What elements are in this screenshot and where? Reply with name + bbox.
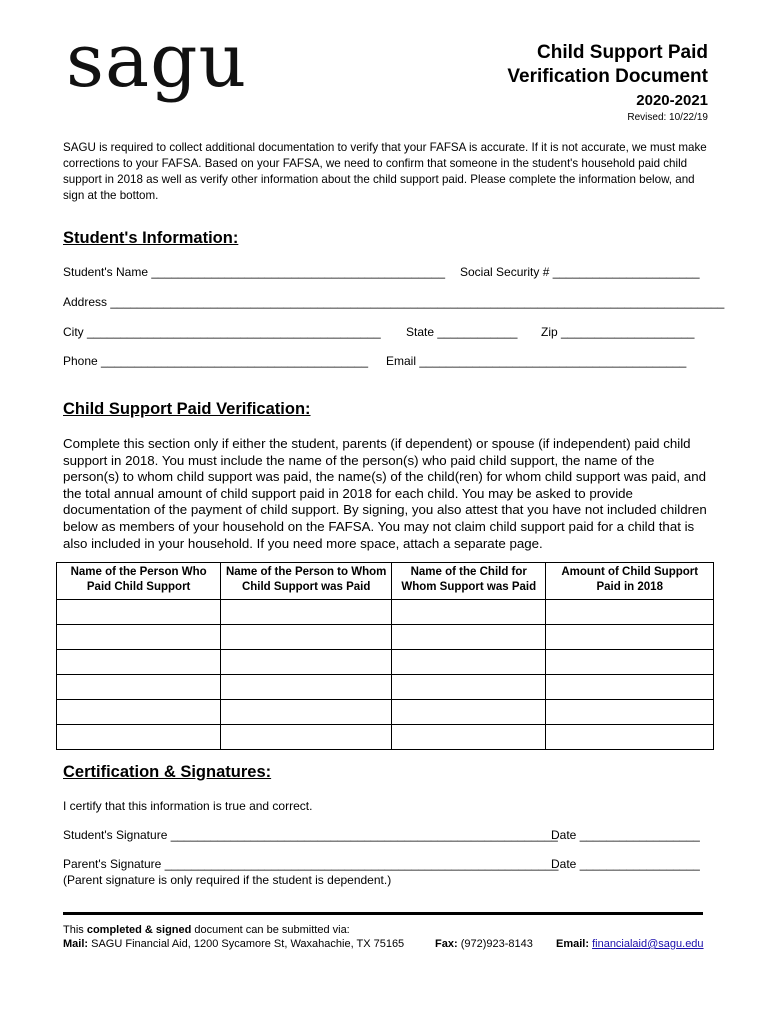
verification-paragraph: Complete this section only if either the student, parents (if dependent) or spouse (if independent) paid child support in 2018. You must include the name of the person(s) who paid child support, the name of the person(s) to whom child support was paid, the name(s) of the child(ren) for whom child support was paid, and the total annual amount of child support paid in 2018 for each child. You may be asked to provide documentation of the payment of child support. By signing, you also attest that you have not included children below as members of your household on the FAFSA. You may not claim child support paid for a child that is also included in your household. If you need more space, attach a separate page. [63,436,707,551]
document-title-line1: Child Support Paid [537,42,708,63]
table-row [57,700,714,725]
parent-date-label: Date [551,857,577,871]
sagu-logo: sagu [66,18,248,104]
column-header-payer: Name of the Person Who Paid Child Support [57,563,221,600]
table-cell[interactable] [221,675,392,700]
table-cell[interactable] [546,650,714,675]
table-cell[interactable] [221,600,392,625]
email-label: Email [386,354,417,368]
table-row [57,650,714,675]
column-header-amount: Amount of Child Support Paid in 2018 [546,563,714,600]
table-header-row [57,563,714,600]
mail-label: Mail: [63,938,89,950]
email-link[interactable]: financialaid@sagu.edu [592,938,704,950]
zip-field[interactable]: Zip ____________________ [541,325,695,339]
student-name-field[interactable]: Student's Name ____________________________________________ [63,265,445,279]
table-cell[interactable] [392,625,546,650]
table-cell[interactable] [57,600,221,625]
revised-date: Revised: 10/22/19 [627,112,708,123]
city-field[interactable]: City ____________________________________________ [63,325,381,339]
table-cell[interactable] [392,725,546,750]
state-label: State [406,325,435,339]
table-cell[interactable] [546,725,714,750]
table-cell[interactable] [221,650,392,675]
table-cell[interactable] [546,675,714,700]
parent-signature-label: Parent's Signature [63,857,162,871]
table-row [57,600,714,625]
table-cell[interactable] [221,700,392,725]
table-cell[interactable] [546,625,714,650]
table-cell[interactable] [392,650,546,675]
phone-field[interactable]: Phone ________________________________________ [63,354,368,368]
table-cell[interactable] [57,700,221,725]
fax-label: Fax: [435,938,458,950]
email-info [556,938,704,950]
table-cell[interactable] [392,700,546,725]
submission-suffix: document can be submitted via: [191,924,350,936]
mail-info [63,938,404,950]
submission-prefix: This [63,924,87,936]
parent-signature-field[interactable]: Parent's Signature ___________________________________________________________ [63,857,559,871]
student-date-field[interactable]: Date __________________ [551,828,700,842]
intro-paragraph: SAGU is required to collect additional documentation to verify that your FAFSA is accurate. If it is not accurate, we must make corrections to your FAFSA. Based on your FAFSA, we need to confirm that someone in the student's household paid child support in 2018 as well as verify other information about the child support paid. Please complete the information below, and sign at the bottom. [63,141,707,202]
submission-note [63,924,350,936]
ssn-field[interactable]: Social Security # ______________________ [460,265,700,279]
table-row [57,675,714,700]
footer-divider [63,912,703,915]
academic-year: 2020-2021 [636,92,708,109]
email-contact-label: Email: [556,938,590,950]
table-cell[interactable] [221,725,392,750]
mail-address: SAGU Financial Aid, 1200 Sycamore St, Waxahachie, TX 75165 [91,938,405,950]
submission-bold: completed & signed [86,924,192,936]
table-cell[interactable] [392,600,546,625]
student-signature-label: Student's Signature [63,828,168,842]
zip-label: Zip [541,325,558,339]
table-cell[interactable] [546,700,714,725]
document-title-line2: Verification Document [507,66,708,87]
table-cell[interactable] [392,675,546,700]
table-row [57,725,714,750]
fax-info [435,938,533,950]
parent-signature-note: (Parent signature is only required if the student is dependent.) [63,873,392,887]
phone-label: Phone [63,354,98,368]
student-info-heading: Student's Information: [63,229,239,247]
table-cell[interactable] [546,600,714,625]
address-field[interactable]: Address ____________________________________________________________________________________________ [63,295,725,309]
certification-heading: Certification & Signatures: [63,763,272,781]
city-label: City [63,325,84,339]
table-row [57,625,714,650]
table-cell[interactable] [57,625,221,650]
certification-statement: I certify that this information is true and correct. [63,799,313,813]
state-field[interactable]: State ____________ [406,325,518,339]
student-date-label: Date [551,828,577,842]
child-support-table [56,562,714,750]
student-name-label: Student's Name [63,265,149,279]
table-cell[interactable] [57,650,221,675]
fax-number: (972)923-8143 [460,938,533,950]
address-label: Address [63,295,108,309]
student-signature-field[interactable]: Student's Signature __________________________________________________________ [63,828,558,842]
parent-date-field[interactable]: Date __________________ [551,857,700,871]
verification-heading: Child Support Paid Verification: [63,400,311,418]
column-header-payee: Name of the Person to Whom Child Support was Paid [221,563,392,600]
email-field[interactable]: Email ________________________________________ [386,354,687,368]
column-header-child: Name of the Child for Whom Support was Paid [392,563,546,600]
table-cell[interactable] [221,625,392,650]
ssn-label: Social Security # [460,265,550,279]
table-cell[interactable] [57,725,221,750]
table-cell[interactable] [57,675,221,700]
